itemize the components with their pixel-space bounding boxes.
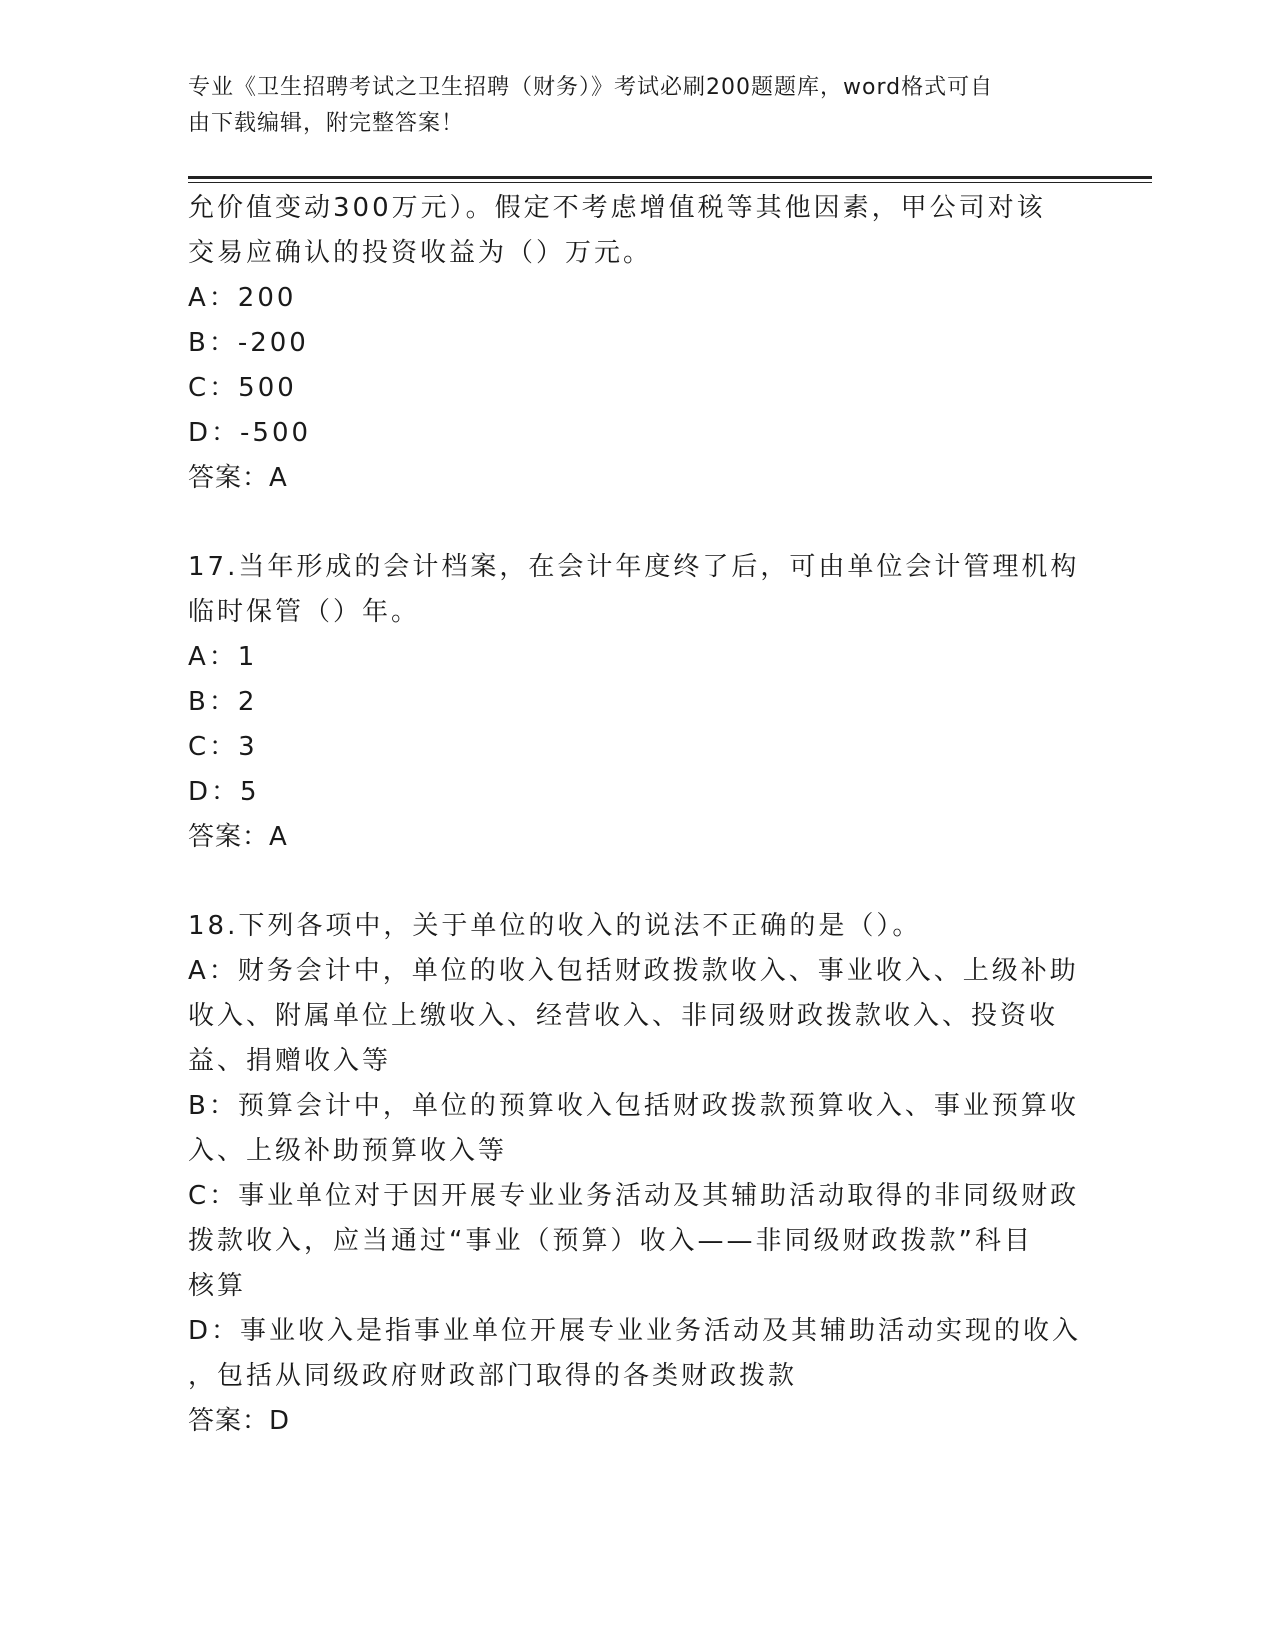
option-c: C：3: [188, 732, 258, 762]
option-a: 益、捐赠收入等: [188, 1046, 392, 1076]
option-c: C：事业单位对于因开展专业业务活动及其辅助活动取得的非同级财政: [188, 1181, 1080, 1211]
option-c: C：500: [188, 373, 297, 403]
question-18: [188, 904, 1088, 1444]
header-title-line-2: 由下载编辑，附完整答案！: [188, 111, 465, 136]
option-b: B：2: [188, 687, 258, 717]
option-a: 收入、附属单位上缴收入、经营收入、非同级财政拨款收入、投资收: [188, 1001, 1059, 1031]
option-c: 拨款收入，应当通过“事业（预算）收入——非同级财政拨款”科目: [188, 1226, 1033, 1256]
answer-key: 答案：A: [188, 822, 288, 852]
option-b: B：预算会计中，单位的预算收入包括财政拨款预算收入、事业预算收: [188, 1091, 1079, 1121]
header-title-line-1: 专业《卫生招聘考试之卫生招聘（财务）》考试必刷200题题库，word格式可自: [188, 75, 994, 100]
question-stem: 交易应确认的投资收益为（）万元。: [188, 238, 653, 268]
header-divider: [188, 176, 1152, 183]
option-d: ，包括从同级政府财政部门取得的各类财政拨款: [188, 1361, 798, 1391]
question-stem: 临时保管（）年。: [188, 597, 421, 627]
option-d: D：事业收入是指事业单位开展专业业务活动及其辅助活动实现的收入: [188, 1316, 1082, 1346]
option-a: A：1: [188, 642, 258, 672]
spacer: [188, 501, 1088, 545]
spacer: [188, 860, 1088, 904]
option-b: 入、上级补助预算收入等: [188, 1136, 508, 1166]
option-d: D：-500: [188, 418, 312, 448]
option-a: A：200: [188, 283, 297, 313]
document-body: [188, 186, 1088, 1444]
question-17: [188, 545, 1088, 860]
question-stem: 允价值变动300万元）。假定不考虑增值税等其他因素，甲公司对该: [188, 193, 1046, 223]
option-c: 核算: [188, 1271, 247, 1301]
option-d: D：5: [188, 777, 260, 807]
answer-key: 答案：D: [188, 1406, 291, 1436]
question-16: [188, 186, 1088, 501]
question-stem: 18.下列各项中，关于单位的收入的说法不正确的是（）。: [188, 911, 922, 941]
option-a: A：财务会计中，单位的收入包括财政拨款收入、事业收入、上级补助: [188, 956, 1079, 986]
option-b: B：-200: [188, 328, 309, 358]
answer-key: 答案：A: [188, 463, 288, 493]
page-header: [188, 70, 1068, 142]
question-stem: 17.当年形成的会计档案，在会计年度终了后，可由单位会计管理机构: [188, 552, 1080, 582]
